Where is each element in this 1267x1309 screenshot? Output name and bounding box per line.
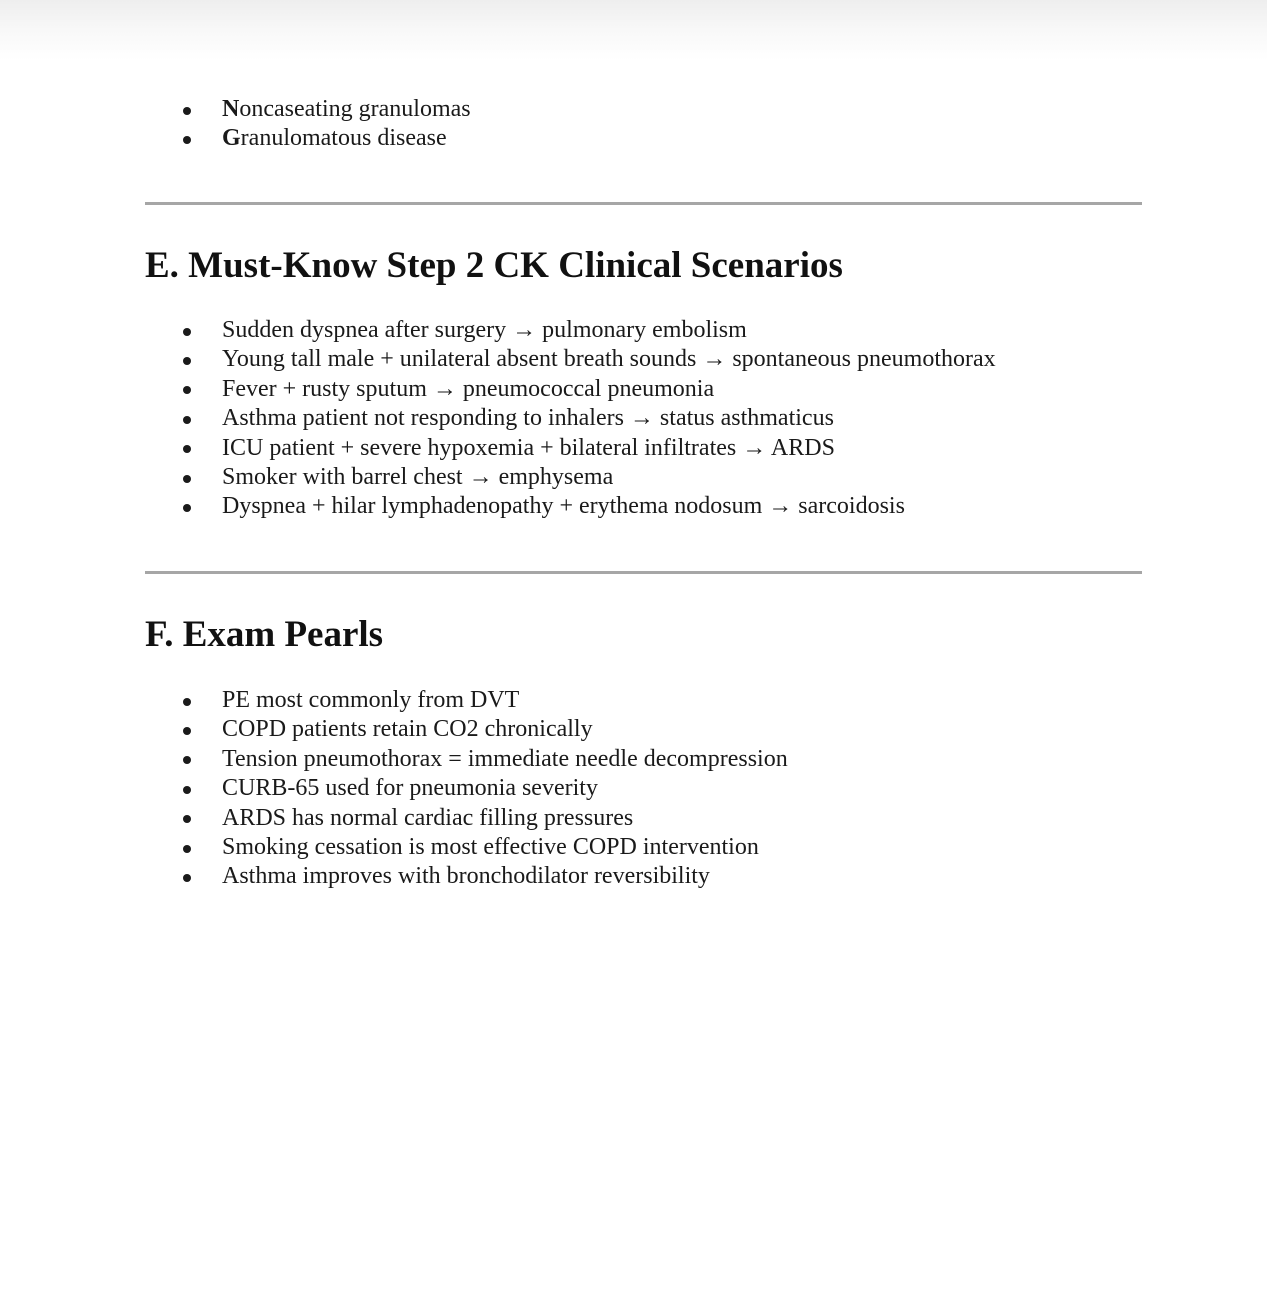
list-item: [0, 492, 1267, 521]
item-text: PE most commonly from DVT: [222, 687, 520, 713]
list-item: [0, 124, 1267, 153]
bullet-icon: [183, 786, 191, 794]
section-f-heading: F. Exam Pearls: [145, 614, 384, 655]
list-item: [0, 774, 1267, 803]
list-item: [0, 463, 1267, 492]
list-item: [0, 862, 1267, 891]
bullet-icon: [183, 475, 191, 483]
item-text: COPD patients retain CO2 chronically: [222, 716, 593, 743]
item-text: Sudden dyspnea after surgery → pulmonary embolism: [222, 317, 747, 343]
bullet-icon: [183, 815, 191, 823]
item-text: Fever + rusty sputum → pneumococcal pneumonia: [222, 375, 715, 402]
list-item: [0, 95, 1267, 124]
bullet-icon: [183, 504, 191, 512]
bullet-icon: [183, 136, 191, 144]
section-divider: [145, 202, 1142, 205]
section-e-bullet-list: [0, 316, 1267, 522]
item-text: Asthma improves with bronchodilator reversibility: [222, 863, 710, 890]
bullet-icon: [183, 416, 191, 424]
item-text: ICU patient + severe hypoxemia + bilateral infiltrates → ARDS: [222, 434, 835, 461]
list-item: [0, 833, 1267, 862]
bullet-icon: [183, 756, 191, 764]
item-text: Asthma patient not responding to inhalers → status asthmaticus: [222, 405, 834, 432]
bullet-icon: [183, 727, 191, 735]
list-item: [0, 434, 1267, 463]
bullet-icon: [183, 107, 191, 115]
list-item: [0, 804, 1267, 833]
section-divider: [145, 571, 1142, 574]
list-item: [0, 745, 1267, 774]
list-item: [0, 345, 1267, 374]
item-text: Dyspnea + hilar lymphadenopathy + erythema nodosum → sarcoidosis: [222, 493, 905, 520]
intro-bullet-list: [0, 95, 1267, 154]
item-initial: G: [222, 125, 241, 152]
section-f-bullet-list: [0, 686, 1267, 892]
bullet-icon: [183, 874, 191, 882]
bullet-icon: [183, 445, 191, 453]
item-text: Smoker with barrel chest → emphysema: [222, 463, 614, 490]
bullet-icon: [183, 386, 191, 394]
item-initial: N: [222, 96, 240, 122]
bullet-icon: [183, 845, 191, 853]
list-item: [0, 686, 1267, 715]
list-item: [0, 375, 1267, 404]
item-text: Smoking cessation is most effective COPD intervention: [222, 833, 759, 860]
item-text: ranulomatous disease: [240, 125, 447, 152]
item-text: ARDS has normal cardiac filling pressures: [222, 804, 634, 831]
list-item: [0, 404, 1267, 433]
item-text: Tension pneumothorax = immediate needle decompression: [222, 745, 788, 772]
item-text: CURB-65 used for pneumonia severity: [222, 775, 598, 802]
bullet-icon: [183, 698, 191, 706]
bullet-icon: [183, 328, 191, 336]
item-text: Young tall male + unilateral absent breath sounds → spontaneous pneumothorax: [222, 346, 996, 373]
section-e-heading: E. Must-Know Step 2 CK Clinical Scenarios: [145, 245, 843, 286]
bullet-icon: [183, 357, 191, 365]
list-item: [0, 316, 1267, 345]
list-item: [0, 715, 1267, 744]
item-text: oncaseating granulomas: [239, 96, 471, 122]
